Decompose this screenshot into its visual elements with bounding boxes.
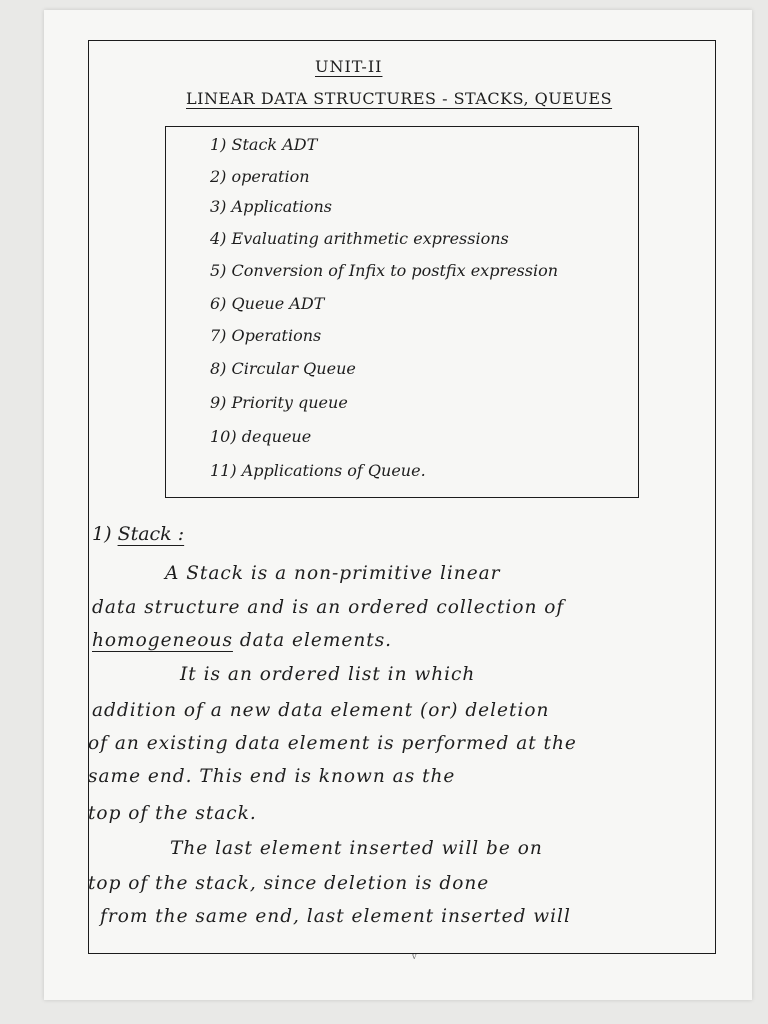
toc-item: 1) Stack ADT <box>210 135 318 154</box>
unit-title: UNIT-II <box>315 57 383 76</box>
paragraph-line: addition of a new data element (or) deletion <box>92 700 550 721</box>
section-heading <box>92 523 184 545</box>
toc-item: 2) operation <box>210 167 310 186</box>
toc-item: 3) Applications <box>210 197 332 216</box>
toc-item: 8) Circular Queue <box>210 359 356 378</box>
paragraph-line: data structure and is an ordered collection of <box>92 597 565 618</box>
toc-item: 5) Conversion of Infix to postfix expression <box>210 261 559 280</box>
section-number: 1) <box>92 523 112 545</box>
paragraph-line: top of the stack. <box>88 803 257 824</box>
toc-item: 10) dequeue <box>210 427 312 446</box>
paragraph-line: It is an ordered list in which <box>180 664 476 685</box>
paragraph-line: A Stack is a non-primitive linear <box>165 563 501 584</box>
chapter-heading: LINEAR DATA STRUCTURES - STACKS, QUEUES <box>186 89 613 108</box>
toc-item: 9) Priority queue <box>210 393 348 412</box>
paragraph-line: from the same end, last element inserted will <box>100 906 571 927</box>
toc-item: 11) Applications of Queue. <box>210 461 426 480</box>
paragraph-line: The last element inserted will be on <box>170 838 543 859</box>
page-mark: v <box>412 952 417 961</box>
toc-item: 6) Queue ADT <box>210 294 325 313</box>
paragraph-line: same end. This end is known as the <box>88 766 456 787</box>
toc-item: 7) Operations <box>210 326 322 345</box>
paragraph-line: top of the stack, since deletion is done <box>88 873 490 894</box>
paragraph-line: of an existing data element is performed at the <box>88 733 577 754</box>
paragraph-line: homogeneous data elements. <box>92 630 393 651</box>
toc-item: 4) Evaluating arithmetic expressions <box>210 229 509 248</box>
section-title: Stack : <box>117 523 185 545</box>
